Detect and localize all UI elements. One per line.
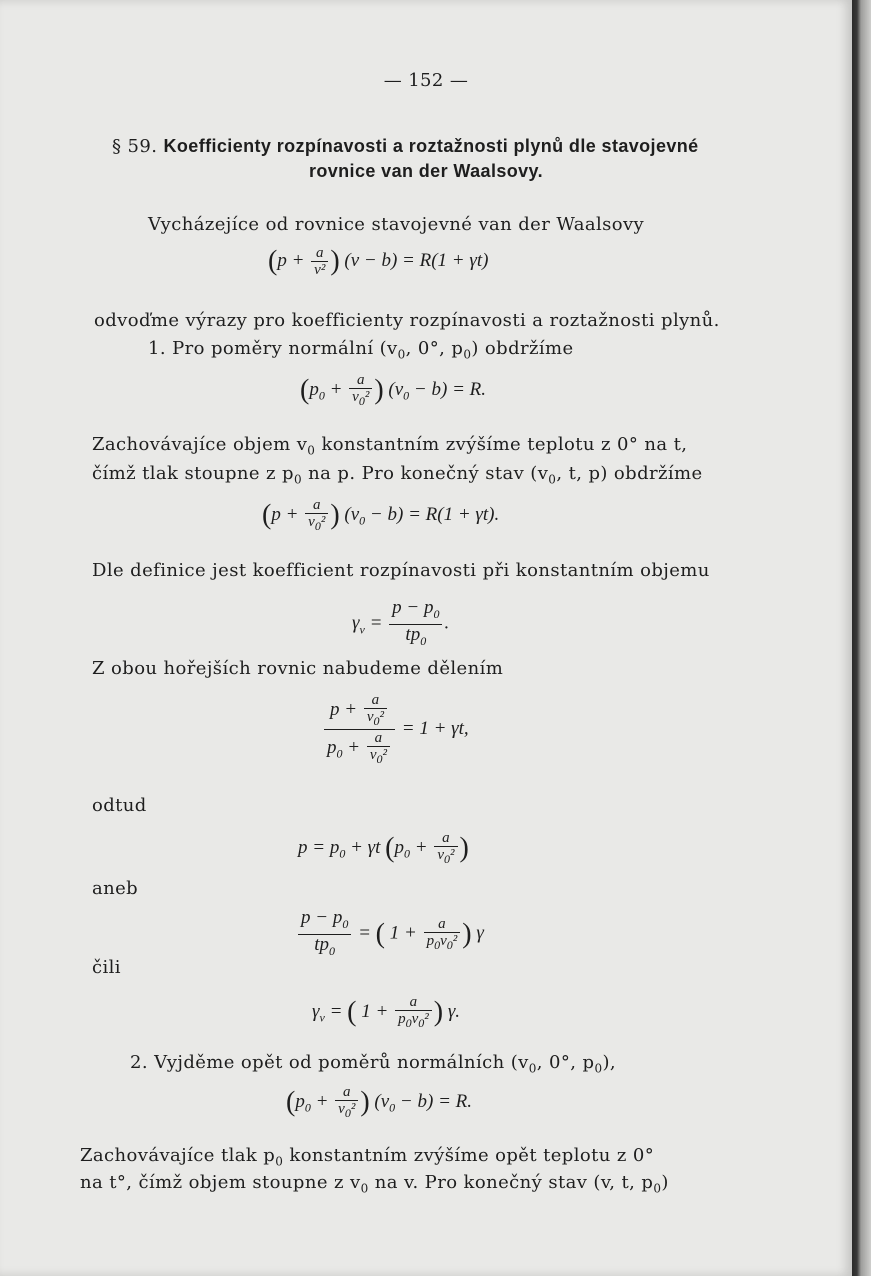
section-number: § 59. xyxy=(112,136,158,157)
p4-l2-text-c: , t, p) obdržíme xyxy=(556,463,703,484)
section-title-line2: rovnice van der Waalsovy. xyxy=(308,161,544,181)
paragraph-4-line2 xyxy=(92,463,703,487)
p8-l2-text-c: ) xyxy=(661,1172,669,1193)
paragraph-2: odvoďme výrazy pro koefficienty rozpínavosti a roztažnosti plynů. xyxy=(94,310,720,331)
p4-l2-text-a: čímž tlak stoupne z p xyxy=(92,463,294,484)
equation-7: $\frac{p - p_0}{tp_0}$ = ( 1 + $\frac{a}{p_0v_0^2}$ ) γ xyxy=(296,908,484,961)
paragraph-5: Dle definice jest koefficient rozpínavosti při konstantním objemu xyxy=(92,560,710,581)
p8-l2-text-b: na v. Pro konečný stav (v, t, p xyxy=(368,1172,654,1193)
sub-zero: 0 xyxy=(275,1154,284,1169)
p7-text-c: ), xyxy=(602,1052,617,1073)
sub-zero: 0 xyxy=(653,1181,662,1196)
p8-l1-text-b: konstantním zvýšíme opět teplotu z 0° xyxy=(283,1145,655,1166)
p8-l1-text-a: Zachovávajíce tlak p xyxy=(80,1145,276,1166)
label-cili: čili xyxy=(92,957,121,978)
p4-l1-text-b: konstantním zvýšíme teplotu z 0° na t, xyxy=(315,434,688,455)
p4-l2-text-b: na p. Pro konečný stav (v xyxy=(302,463,549,484)
paragraph-4-line1 xyxy=(92,434,687,458)
book-spine-edge xyxy=(852,0,871,1276)
p7-text-b: , 0°, p xyxy=(536,1052,595,1073)
section-heading-line1 xyxy=(112,136,699,157)
equation-2: ($p_0$ + $\frac{a}{v_0^2}$ ) $(v_0 - b) = R$. xyxy=(300,372,486,408)
section-title-line1: Koefficienty rozpínavosti a roztažnosti plynů dle stavojevné xyxy=(163,136,699,156)
sub-zero: 0 xyxy=(463,347,472,362)
paragraph-3 xyxy=(148,338,574,362)
equation-6: $p = p_0 + \gamma t$ ($p_0$ + $\frac{a}{v_0^2}$ ) xyxy=(298,830,469,866)
p8-l2-text-a: na t°, čímž objem stoupne z v xyxy=(80,1172,361,1193)
sub-zero: 0 xyxy=(397,347,406,362)
p3-text-c: ) obdržíme xyxy=(471,338,574,359)
sub-zero: 0 xyxy=(307,443,316,458)
sub-zero: 0 xyxy=(528,1061,537,1076)
p3-text-a: 1. Pro poměry normální (v xyxy=(148,338,398,359)
paragraph-6: Z obou hořejších rovnic nabudeme dělením xyxy=(92,658,504,679)
paragraph-1: Vycházejíce od rovnice stavojevné van der Waalsovy xyxy=(148,214,645,235)
label-odtud: odtud xyxy=(92,795,147,816)
p7-text-a: 2. Vyjděme opět od poměrů normálních (v xyxy=(130,1052,529,1073)
sub-zero: 0 xyxy=(548,472,557,487)
p3-text-b: , 0°, p xyxy=(405,338,464,359)
sub-zero: 0 xyxy=(360,1181,369,1196)
paragraph-8-line1 xyxy=(80,1145,654,1169)
equation-4: $\gamma_v$ = $\frac{p - p_0}{tp_0}$ . xyxy=(352,598,449,651)
sub-zero: 0 xyxy=(293,472,303,487)
equation-1: (p + $\frac{a}{\text{v²}}$ ) (v − b) = R(1 + γt) xyxy=(268,245,489,278)
label-aneb: aneb xyxy=(92,878,139,899)
sub-zero: 0 xyxy=(594,1061,603,1076)
p4-l1-text-a: Zachovávajíce objem v xyxy=(92,434,308,455)
paragraph-8-line2 xyxy=(80,1172,669,1196)
equation-8: $\gamma_v$ = ( 1 + $\frac{a}{p_0v_0^2}$ ) γ. xyxy=(312,994,461,1030)
equation-9: ($p_0$ + $\frac{a}{v_0^2}$ ) $(v_0 - b) = R$. xyxy=(286,1084,472,1120)
equation-3: (p + $\frac{a}{v_0^2}$ ) $(v_0 - b) = R(1 + \gamma t)$. xyxy=(262,497,500,533)
paragraph-7 xyxy=(130,1052,616,1076)
page-number: — 152 — xyxy=(383,70,469,91)
equation-5: p + $\frac{a}{v_0^2}$ $p_0$ + $\frac{a}{v_0^2}$ = 1 + γt, xyxy=(322,692,469,767)
